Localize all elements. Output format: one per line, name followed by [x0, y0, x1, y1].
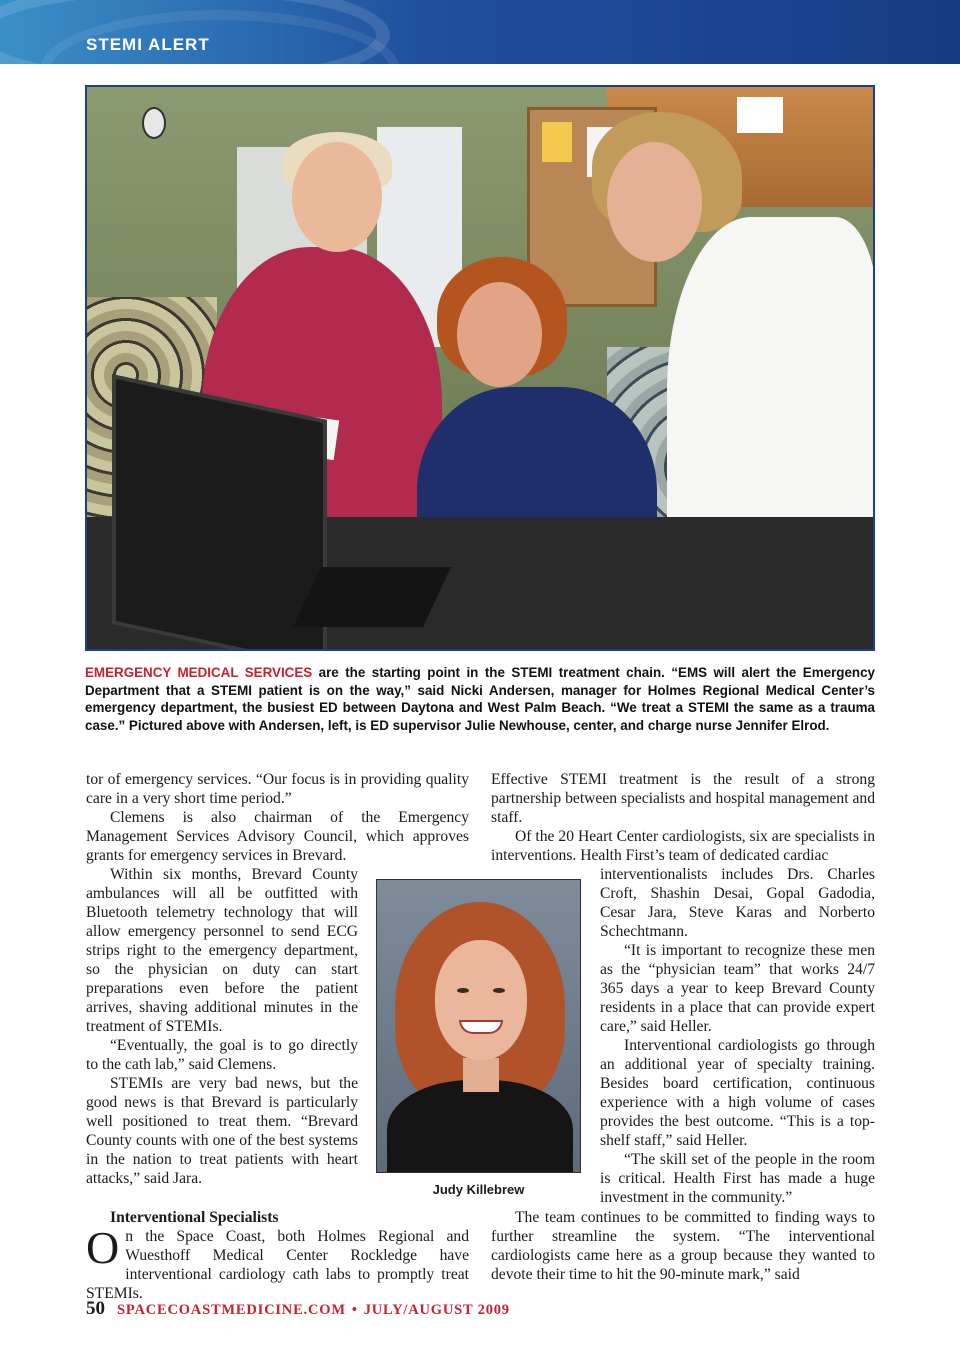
- body-paragraph: tor of emergency services. “Our focus is in providing quality care in a very short time period.”: [86, 771, 469, 807]
- body-paragraph: STEMIs are very bad news, but the good news is that Brevard is particularly well positioned to treat them. “Brevard County counts with one of the best systems in the nation to treat patients with heart attacks,” said Jara.: [86, 1075, 358, 1187]
- footer-separator: •: [351, 1302, 358, 1318]
- photo-person-head: [607, 142, 702, 262]
- drop-cap: O: [86, 1222, 120, 1273]
- body-paragraph: Interventional cardiologists go through an additional year of specialty training. Besides board certification, continuous experience with a high volume of cases provides the best outcome. “This is a top-shelf staff,” said Heller.: [600, 1037, 875, 1149]
- photo-caption: [85, 664, 875, 734]
- footer-issue: JULY/AUGUST 2009: [363, 1302, 510, 1318]
- caption-lead: EMERGENCY MEDICAL SERVICES: [85, 665, 313, 680]
- section-label: STEMI ALERT: [86, 35, 210, 54]
- body-paragraph: “The skill set of the people in the room is critical. Health First has made a huge investment in the community.”: [600, 1151, 875, 1206]
- body-paragraph: Clemens is also chairman of the Emergency Management Services Advisory Council, which approves grants for emergency services in Brevard.: [86, 809, 469, 864]
- body-paragraph: “Eventually, the goal is to go directly to the cath lab,” said Clemens.: [86, 1037, 358, 1073]
- photo-monitor: [112, 374, 327, 651]
- column-2-top: [491, 770, 875, 865]
- column-1-wrapped: [86, 865, 358, 1188]
- photo-notice: [542, 122, 572, 162]
- portrait-face: [435, 940, 527, 1060]
- caption-text: are the starting point in the STEMI treatment chain. “EMS will alert the Emergency Department that a STEMI patient is on the way,” said Nicki Andersen, manager for Holmes Regional Medical Center’s emergency department, the busiest ED between Daytona and West Palm Beach. “We treat a STEMI the same as a trauma case.” Pictured above with Andersen, left, is ED supervisor Julie Newhouse, center, and charge nurse Jennifer Elrod.: [85, 665, 875, 733]
- footer-masthead: [117, 1302, 510, 1319]
- footer-site: SPACECOASTMEDICINE.COM: [117, 1302, 346, 1318]
- column-2-bottom: [491, 1208, 875, 1284]
- photo-person-head: [457, 282, 542, 387]
- subheading: Interventional Specialists: [110, 1209, 279, 1226]
- column-1-bottom: [86, 1208, 469, 1303]
- portrait-neck: [463, 1058, 499, 1092]
- body-paragraph: “It is important to recognize these men as the “physician team” that works 24/7 365 days a year to keep Brevard County residents in a place that can provide expert care,” said Heller.: [600, 942, 875, 1035]
- photo-person-head: [292, 142, 382, 252]
- portrait-eye: [457, 988, 469, 993]
- body-paragraph: Within six months, Brevard County ambulances will all be outfitted with Bluetooth telemetry technology that will allow emergency personnel to send ECG strips right to the emergency department, so the physician on duty can start preparations even before the patient arrives, shaving additional minutes in the treatment of STEMIs.: [86, 866, 358, 1035]
- photo-notice: [737, 97, 783, 133]
- body-paragraph-text: n the Space Coast, both Holmes Regional and Wuesthoff Medical Center Rockledge have interventional cardiology cath labs to promptly treat STEMIs.: [86, 1228, 469, 1302]
- column-1-top: [86, 770, 469, 865]
- inset-portrait: [376, 879, 581, 1173]
- column-2-wrapped: [600, 865, 875, 1207]
- body-paragraph: interventionalists includes Drs. Charles Croft, Shashin Desai, Gopal Gadodia, Cesar Jara, Steve Karas and Norberto Schechtmann.: [600, 866, 875, 940]
- page-number: 50: [86, 1298, 105, 1319]
- portrait-body: [387, 1080, 573, 1173]
- body-paragraph: [86, 1222, 469, 1303]
- body-paragraph: Effective STEMI treatment is the result of a strong partnership between specialists and hospital management and staff.: [491, 771, 875, 826]
- photo-clock: [142, 107, 166, 139]
- portrait-caption: Judy Killebrew: [432, 1182, 525, 1197]
- body-paragraph: The team continues to be committed to finding ways to further streamline the system. “The interventional cardiologists came here as a group because they wanted to devote their time to hit the 90-minute mark,” said: [491, 1209, 875, 1283]
- body-paragraph: Of the 20 Heart Center cardiologists, six are specialists in interventions. Health First’s team of dedicated cardiac: [491, 828, 875, 864]
- main-photo: [85, 85, 875, 651]
- section-header-band: [0, 0, 960, 64]
- portrait-eye: [493, 988, 505, 993]
